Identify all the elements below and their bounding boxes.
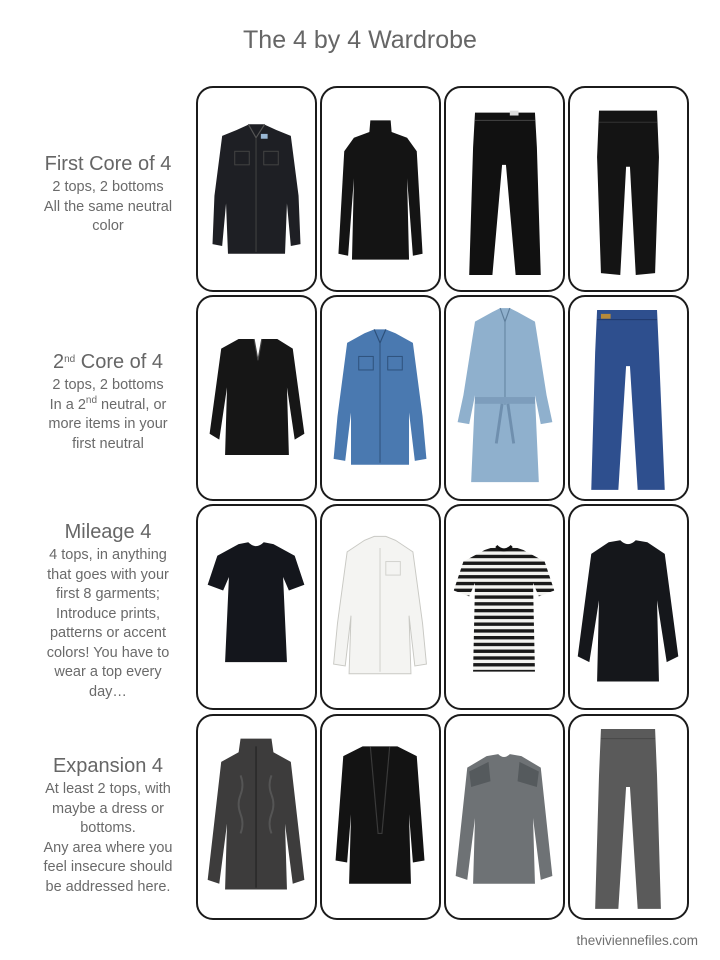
garment-card xyxy=(444,295,565,501)
row-label-second-core xyxy=(16,350,200,454)
white-shirt-icon xyxy=(322,506,439,708)
row-label-mileage xyxy=(16,520,200,702)
row-line: bottoms. xyxy=(80,820,136,836)
row-label-first-core xyxy=(16,152,200,237)
black-jeans-icon xyxy=(446,88,563,290)
grey-trousers-icon xyxy=(570,716,687,918)
black-corduroy-shirt-jacket-icon xyxy=(198,88,315,290)
row-line: maybe a dress or xyxy=(51,800,165,817)
black-long-sleeve-tee-icon xyxy=(570,506,687,708)
row-line: day… xyxy=(89,683,127,700)
row-line: that goes with your xyxy=(47,566,169,583)
garment-card xyxy=(320,714,441,920)
page-title: The 4 by 4 Wardrobe xyxy=(243,26,477,54)
blue-jeans-icon xyxy=(570,297,687,499)
row-heading: Expansion 4 xyxy=(52,755,164,777)
row-line: first 8 garments; xyxy=(56,586,160,602)
row-heading: First Core of 4 xyxy=(44,153,172,175)
garment-card xyxy=(320,295,441,501)
site-credit: theviviennefiles.com xyxy=(576,933,698,948)
row-line: All the same neutral xyxy=(43,198,173,215)
garment-card xyxy=(196,504,317,710)
row-line: first neutral xyxy=(72,435,144,452)
row-line: At least 2 tops, with xyxy=(45,781,171,797)
black-leggings-icon xyxy=(570,88,687,290)
row-line: feel insecure should xyxy=(43,859,173,875)
row-line: Introduce prints, xyxy=(56,605,160,622)
garment-card xyxy=(320,86,441,292)
row-line: wear a top every xyxy=(54,664,162,680)
garment-card xyxy=(196,714,317,920)
garment-card xyxy=(568,86,689,292)
black-turtleneck-icon xyxy=(322,88,439,290)
garment-card xyxy=(320,504,441,710)
row-line: 4 tops, in anything xyxy=(49,547,167,563)
garment-card xyxy=(444,504,565,710)
row-line: Any area where you xyxy=(43,839,173,856)
black-tee-icon xyxy=(198,506,315,708)
garment-card xyxy=(444,714,565,920)
row-label-expansion xyxy=(16,754,200,897)
charcoal-cable-cardigan-icon xyxy=(198,716,315,918)
black-cardigan-icon xyxy=(322,716,439,918)
row-line: color xyxy=(92,218,124,234)
garment-card xyxy=(196,86,317,292)
chambray-shirtdress-icon xyxy=(446,297,563,499)
garment-card xyxy=(444,86,565,292)
row-line: patterns or accent xyxy=(49,625,167,641)
row-line: In a 2nd neutral, or xyxy=(49,394,167,413)
garment-card xyxy=(568,504,689,710)
row-line: more items in your xyxy=(48,416,168,432)
row-line: 2 tops, 2 bottoms xyxy=(52,179,164,195)
row-heading: Mileage 4 xyxy=(64,521,152,543)
striped-tee-icon xyxy=(446,506,563,708)
row-line: be addressed here. xyxy=(45,878,171,895)
row-line: colors! You have to xyxy=(46,644,170,661)
garment-card xyxy=(568,714,689,920)
row-heading: 2nd Core of 4 xyxy=(52,351,164,373)
row-line: 2 tops, 2 bottoms xyxy=(52,377,164,393)
grey-sweater-icon xyxy=(446,716,563,918)
denim-shirt-icon xyxy=(322,297,439,499)
garment-card xyxy=(568,295,689,501)
garment-card xyxy=(196,295,317,501)
black-v-neck-sweater-icon xyxy=(198,297,315,499)
